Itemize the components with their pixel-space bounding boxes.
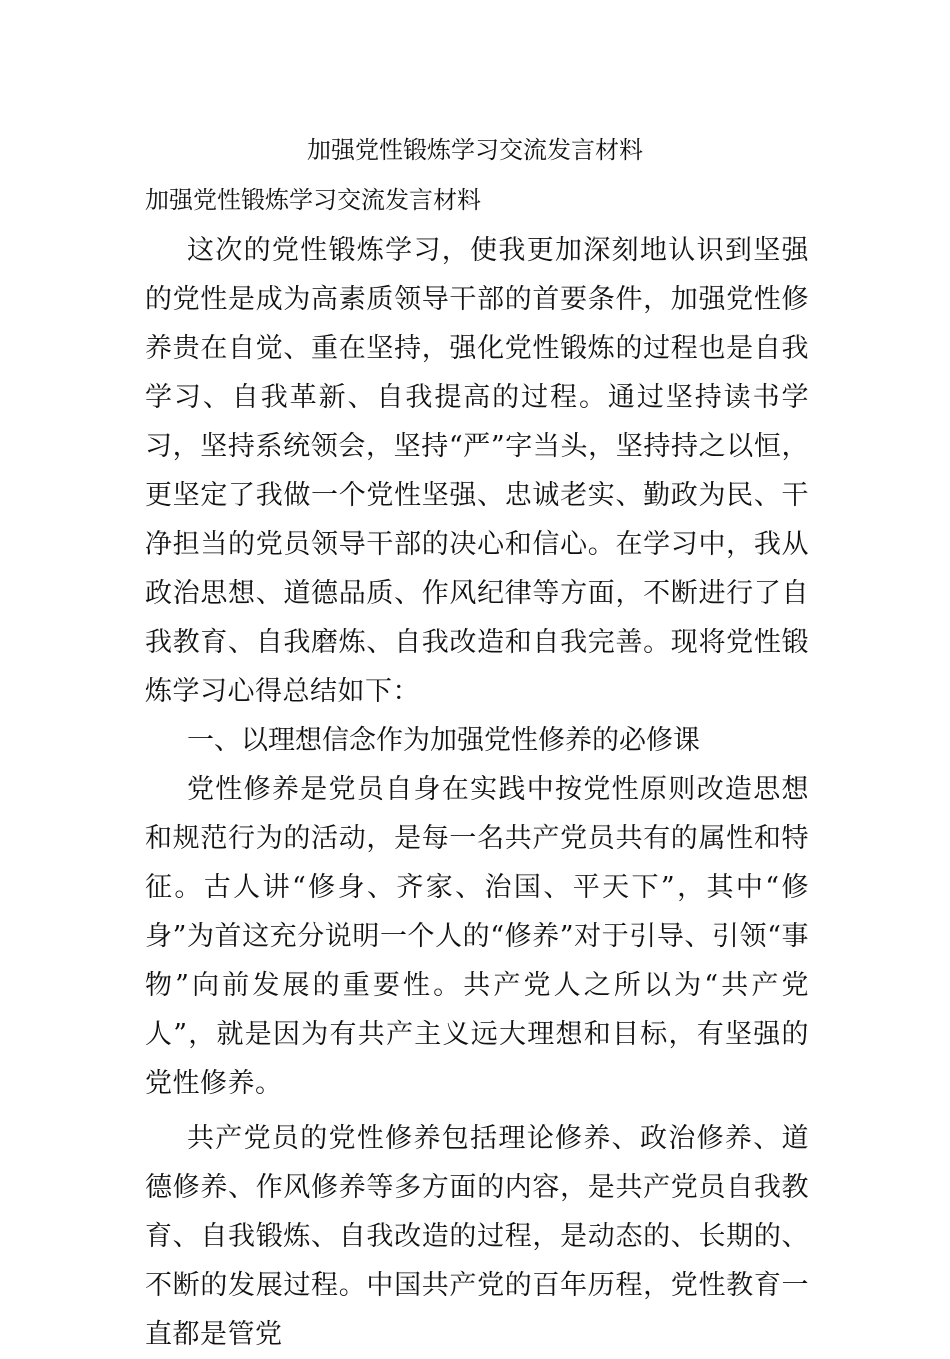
document-title: 加强党性锻炼学习交流发言材料 <box>307 136 643 164</box>
paragraph-party-spirit: 党性修养是党员自身在实践中按党性原则改造思想和规范行为的活动，是每一名共产党员共有的属性和特征。古人讲“修身、齐家、治国、平天下”，其中“修身”为首这充分说明一个人的“修养”对于引导、引领“事物”向前发展的重要性。共产党人之所以为“共产党人”，就是因为有共产主义远大理想和目标，有坚强的党性修养。 <box>145 774 809 1099</box>
document-body <box>145 178 809 1359</box>
paragraph-cultivation: 共产党员的党性修养包括理论修养、政治修养、道德修养、作风修养等多方面的内容，是共产党员自我教育、自我锻炼、自我改造的过程，是动态的、长期的、不断的发展过程。中国共产党的百年历程，党性教育一直都是管党 <box>145 1123 809 1350</box>
section-heading: 一、以理想信念作为加强党性修养的必修课 <box>187 725 700 756</box>
document-subtitle: 加强党性锻炼学习交流发言材料 <box>145 186 481 214</box>
paragraph-intro: 这次的党性锻炼学习，使我更加深刻地认识到坚强的党性是成为高素质领导干部的首要条件，加强党性修养贵在自觉、重在坚持，强化党性锻炼的过程也是自我学习、自我革新、自我提高的过程。通过坚持读书学习，坚持系统领会，坚持“严”字当头，坚持持之以恒，更坚定了我做一个党性坚强、忠诚老实、勤政为民、干净担当的党员领导干部的决心和信心。在学习中，我从政治思想、道德品质、作风纪律等方面，不断进行了自我教育、自我磨炼、自我改造和自我完善。现将党性锻炼学习心得总结如下： <box>145 235 809 707</box>
